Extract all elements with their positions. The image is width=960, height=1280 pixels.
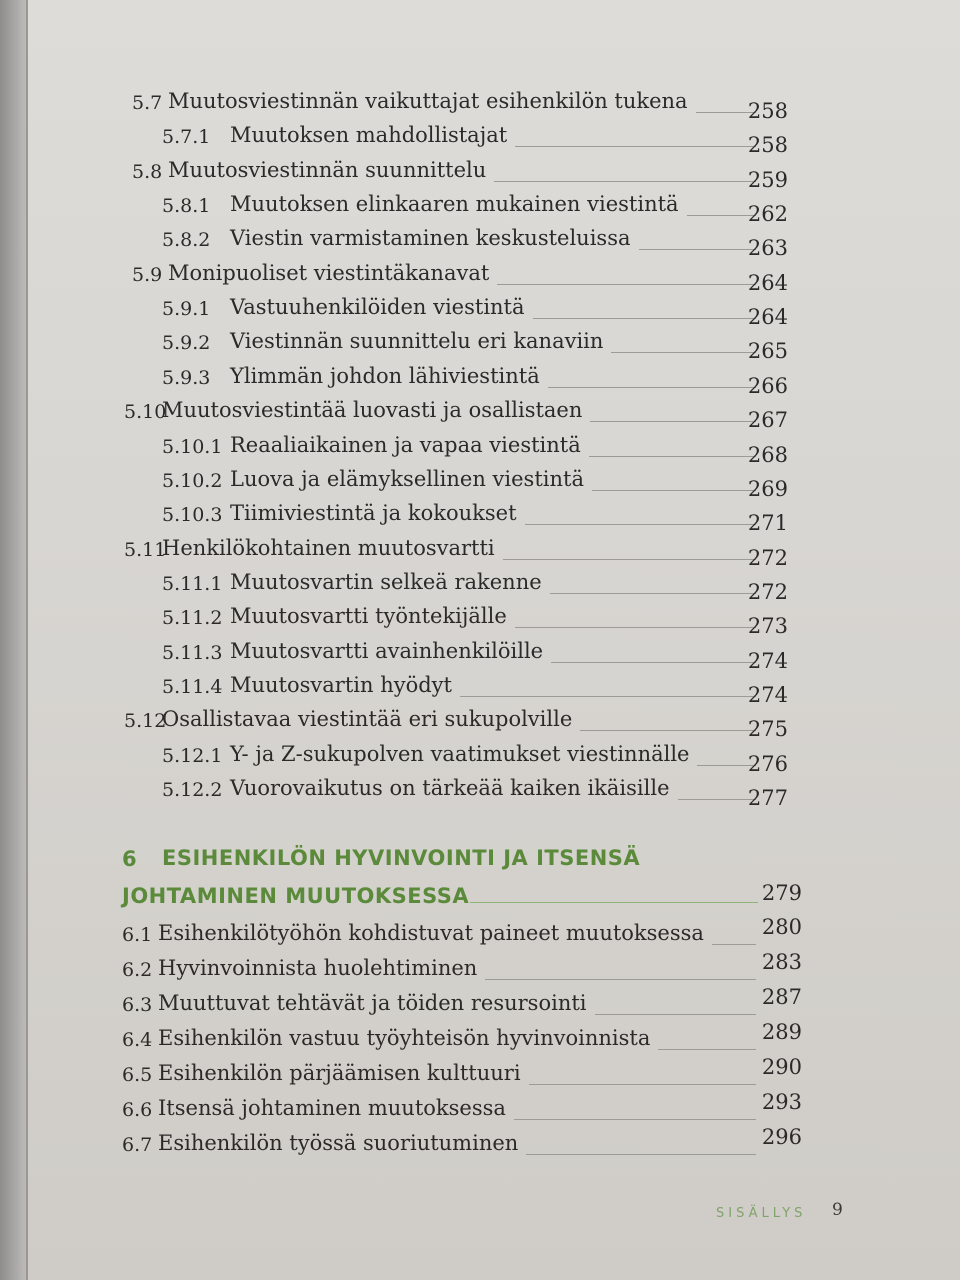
section-number: 5.12 (124, 710, 167, 733)
section-title: Muutosvartti työntekijälle (230, 604, 507, 629)
toc-row (0, 189, 960, 227)
section-page-number: 266 (747, 373, 788, 398)
section-page-number: 274 (747, 682, 788, 707)
toc-row (0, 430, 960, 467)
chapter-title-line1: ESIHENKILÖN HYVINVOINTI JA ITSENSÄ (162, 846, 641, 870)
dot-leader (611, 352, 756, 353)
toc-row (0, 155, 960, 192)
section-title: Vastuuhenkilöiden viestintä (230, 295, 525, 320)
section-page-number: 283 (761, 950, 802, 974)
section-number: 5.11.4 (162, 675, 223, 698)
toc-row (0, 1055, 960, 1088)
section-title: Itsensä johtaminen muutoksessa (158, 1096, 506, 1120)
section-number: 6.1 (122, 924, 153, 946)
section-page-number: 264 (747, 305, 788, 330)
section-page-number: 263 (747, 236, 788, 261)
toc-row (0, 120, 960, 158)
section-title: Reaaliaikainen ja vapaa viestintä (230, 432, 581, 457)
toc-row (0, 601, 960, 639)
section-number: 6.2 (122, 959, 153, 981)
toc-row (0, 950, 960, 983)
dot-leader (525, 524, 756, 525)
section-page-number: 264 (747, 270, 788, 295)
section-number: 5.8.1 (162, 195, 211, 218)
section-title: Muutosviestinnän suunnittelu (168, 157, 487, 182)
section-title: Henkilökohtainen muutosvartti (162, 535, 495, 560)
section-number: 5.9.3 (162, 366, 211, 389)
chapter-number: 6 (122, 847, 138, 871)
section-number: 5.7.1 (162, 126, 211, 149)
dot-leader (485, 979, 756, 980)
chapter-title-line2: JOHTAMINEN MUUTOKSESSA (122, 884, 470, 908)
dot-leader (548, 387, 756, 388)
section-page-number: 258 (747, 133, 788, 158)
dot-leader (712, 944, 756, 945)
dot-leader (515, 627, 756, 628)
toc-row (0, 670, 960, 707)
dot-leader (494, 181, 756, 182)
toc-row (0, 985, 960, 1018)
section-number: 5.9.2 (162, 332, 211, 355)
toc-row (0, 395, 960, 433)
section-page-number: 287 (761, 985, 802, 1009)
section-page-number: 273 (747, 614, 788, 639)
section-number: 5.8 (132, 160, 163, 183)
section-page-number: 268 (747, 442, 788, 467)
section-page-number: 290 (761, 1055, 802, 1079)
toc-row (0, 773, 960, 810)
section-number: 6.4 (122, 1029, 153, 1051)
section-title: Viestin varmistaminen keskusteluissa (230, 226, 631, 251)
section-page-number: 265 (747, 339, 788, 364)
dot-leader (550, 593, 756, 594)
section-title: Muutosvartti avainhenkilöille (230, 638, 544, 663)
dot-leader (515, 146, 756, 147)
dot-leader (595, 1014, 756, 1015)
toc-row (0, 636, 960, 673)
section-page-number: 296 (761, 1125, 802, 1149)
section-number: 6.7 (122, 1134, 153, 1156)
dot-leader (533, 318, 756, 319)
toc-row (0, 86, 960, 123)
section-page-number: 271 (747, 511, 788, 536)
dot-leader (580, 730, 756, 731)
dot-leader (503, 559, 756, 560)
section-page-number: 259 (747, 167, 788, 192)
section-number: 5.9 (132, 263, 163, 286)
section-page-number: 272 (747, 545, 788, 570)
section-number: 5.10.1 (162, 435, 223, 458)
toc-row (0, 223, 960, 261)
section-page-number: 275 (747, 717, 788, 742)
section-page-number: 272 (747, 579, 788, 604)
section-number: 5.7 (132, 92, 163, 114)
dot-leader (551, 662, 756, 663)
section-number: 5.8.2 (162, 229, 211, 252)
section-title: Esihenkilötyöhön kohdistuvat paineet muutoksessa (158, 921, 704, 945)
section-number: 5.11 (124, 538, 167, 561)
dot-leader (514, 1119, 756, 1120)
dot-leader (589, 456, 756, 457)
section-title: Hyvinvoinnista huolehtiminen (158, 956, 478, 980)
section-title: Muutoksen elinkaaren mukainen viestintä (230, 192, 679, 217)
section-title: Esihenkilön vastuu työyhteisön hyvinvoinnista (158, 1026, 651, 1050)
section-number: 5.10 (124, 401, 167, 424)
section-title: Muutosvartin hyödyt (230, 672, 452, 697)
dot-leader (529, 1084, 756, 1085)
section-title: Tiimiviestintä ja kokoukset (230, 501, 517, 526)
section-title: Ylimmän johdon lähiviestintä (230, 363, 540, 388)
section-number: 5.11.2 (162, 607, 223, 630)
section-title: Vuorovaikutus on tärkeää kaiken ikäisille (230, 776, 670, 800)
section-title: Y- ja Z-sukupolven vaatimukset viestinnälle (230, 741, 690, 766)
section-title: Esihenkilön pärjäämisen kulttuuri (158, 1061, 521, 1085)
section-title: Muutoksen mahdollistajat (230, 123, 508, 148)
toc-row (0, 533, 960, 570)
toc-row (0, 292, 960, 330)
section-title: Luova ja elämyksellinen viestintä (230, 466, 584, 491)
dot-leader (526, 1154, 756, 1155)
dot-leader (658, 1049, 756, 1050)
toc-row (0, 498, 960, 536)
toc-row (0, 1020, 960, 1053)
section-number: 5.11.3 (162, 641, 223, 664)
section-title: Osallistavaa viestintää eri sukupolville (162, 707, 573, 732)
section-title: Esihenkilön työssä suoriutuminen (158, 1131, 519, 1155)
toc-row (0, 1125, 960, 1158)
section-page-number: 276 (747, 751, 788, 776)
toc-row (0, 361, 960, 398)
toc-row (0, 567, 960, 604)
dot-leader (590, 421, 756, 422)
section-title: Viestinnän suunnittelu eri kanaviin (230, 329, 604, 354)
section-page-number: 269 (747, 476, 788, 501)
section-title: Muuttuvat tehtävät ja töiden resursointi (158, 991, 587, 1015)
section-page-number: 274 (747, 648, 788, 673)
footer-page-number: 9 (832, 1200, 843, 1220)
footer-section-label: SISÄLLYS (716, 1206, 807, 1221)
section-title: Muutosviestintää luovasti ja osallistaen (162, 398, 583, 423)
section-number: 5.9.1 (162, 298, 211, 321)
section-page-number: 280 (761, 915, 802, 939)
dot-leader (460, 696, 756, 697)
section-page-number: 289 (761, 1020, 802, 1044)
section-page-number: 258 (747, 99, 788, 123)
toc-row (0, 464, 960, 501)
toc-row (0, 704, 960, 742)
toc-row (0, 326, 960, 364)
toc-row (0, 739, 960, 776)
section-number: 5.10.3 (162, 504, 223, 527)
section-number: 6.5 (122, 1064, 153, 1086)
section-number: 6.3 (122, 994, 153, 1016)
chapter-leader (470, 902, 758, 903)
section-title: Muutosvartin selkeä rakenne (230, 569, 542, 594)
section-page-number: 293 (761, 1090, 802, 1114)
section-number: 5.12.1 (162, 744, 223, 767)
section-page-number: 277 (747, 786, 788, 810)
toc-row (0, 915, 960, 948)
section-number: 5.12.2 (162, 779, 223, 801)
dot-leader (592, 490, 756, 491)
section-page-number: 267 (747, 408, 788, 433)
toc-row (0, 1090, 960, 1123)
dot-leader (497, 284, 756, 285)
section-title: Monipuoliset viestintäkanavat (168, 260, 490, 285)
chapter-page-number: 279 (761, 881, 802, 905)
section-number: 6.6 (122, 1099, 153, 1121)
section-page-number: 262 (747, 202, 788, 227)
chapter-page-row (0, 878, 960, 908)
section-title: Muutosviestinnän vaikuttajat esihenkilön tukena (168, 89, 688, 113)
section-number: 5.10.2 (162, 469, 223, 492)
section-number: 5.11.1 (162, 572, 223, 595)
toc-row (0, 258, 960, 295)
